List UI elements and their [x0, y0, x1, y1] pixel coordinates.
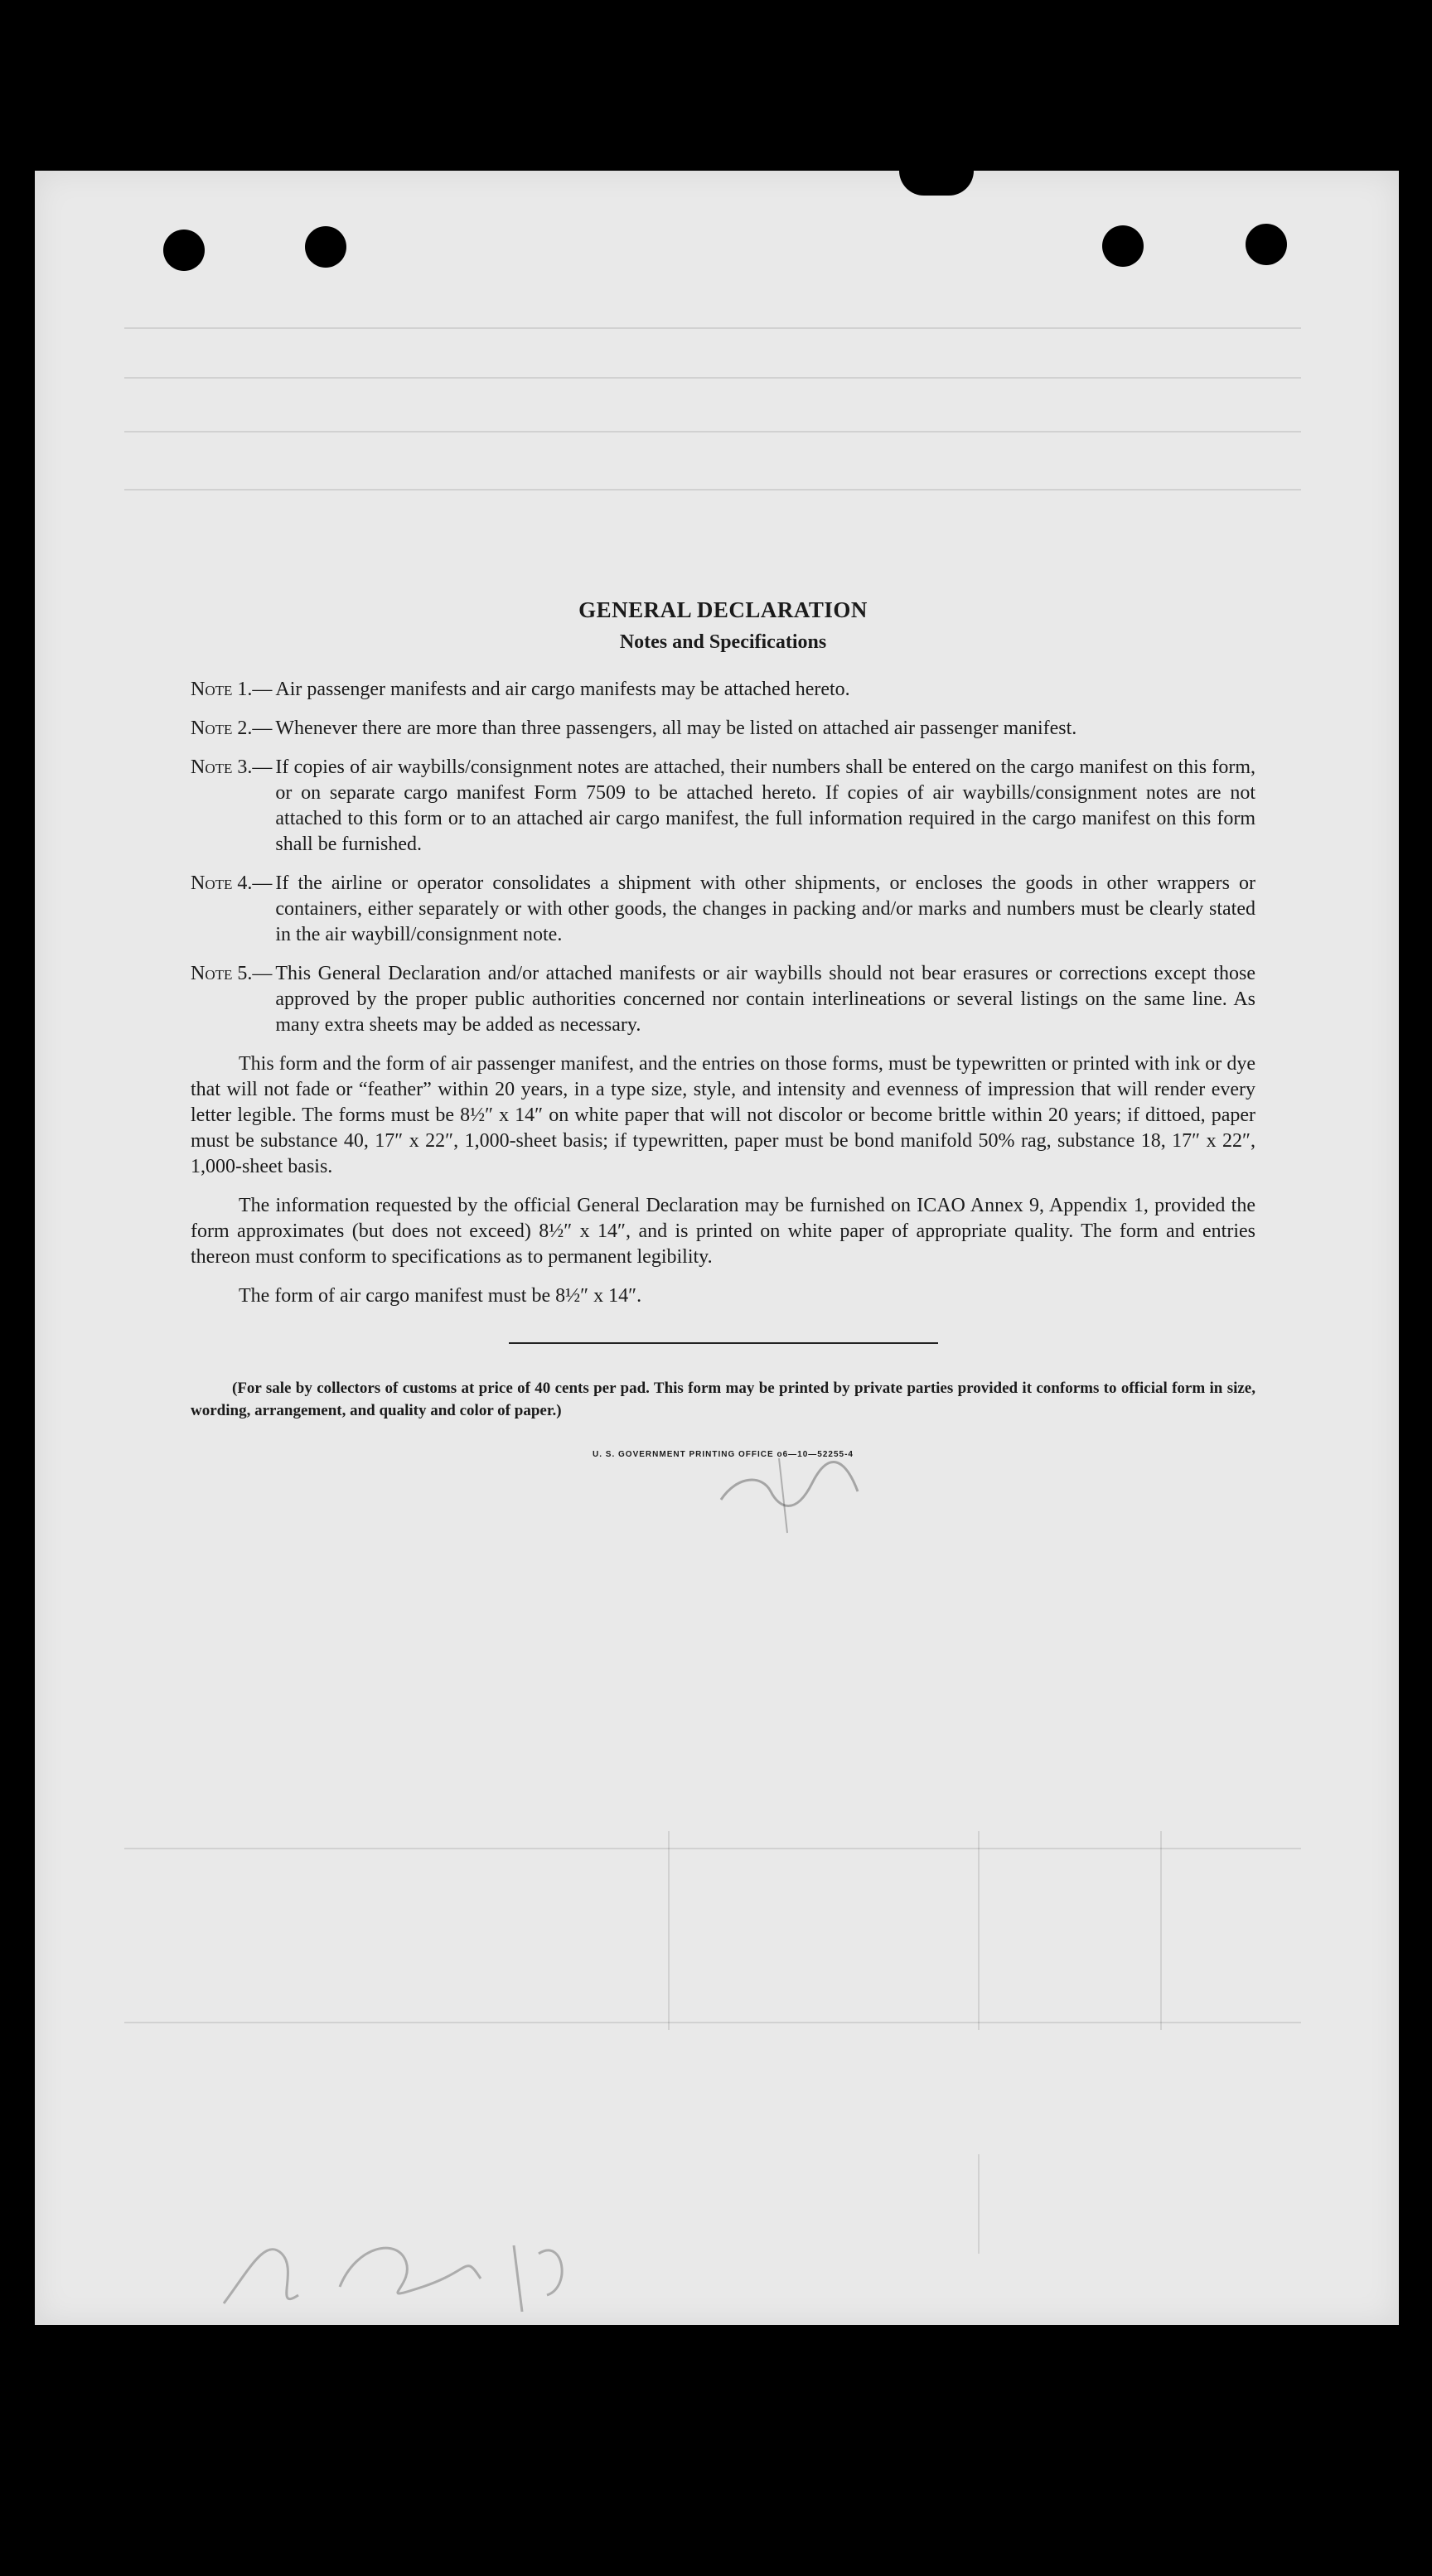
note-2 [191, 716, 1255, 742]
sale-notice: (For sale by collectors of customs at price of 40 cents per pad. This form may be printed by private parties provided it conforms to official form in size, wording, arrangement, and quality and color of paper.) [191, 1380, 1255, 1419]
page-title: GENERAL DECLARATION [578, 597, 868, 622]
paragraph-cargo-manifest-size: The form of air cargo manifest must be 8½″ x 14″. [239, 1285, 642, 1307]
punch-hole-1 [163, 230, 205, 271]
notes-content [191, 592, 1255, 1459]
handwritten-signature [215, 2221, 680, 2320]
page-subtitle: Notes and Specifications [619, 631, 827, 653]
paragraph-typewriting-spec: This form and the form of air passenger manifest, and the entries on those forms, must be typewritten or printed with ink or dye that will not fade or “feather” within 20 years, in a type size, style, and intensity and evenness of impression that will render every letter legible. The forms must be 8½″ x 14″ on white paper that will not discolor or become brittle within 20 years; if dittoed, paper must be substance 40, 17″ x 22″, 1,000-sheet basis; if typewritten, paper must be bond manifold 50% rag, substance 18, 17″ x 22″, 1,000-sheet basis. [191, 1053, 1255, 1177]
divider-rule [509, 1342, 938, 1344]
note-4 [191, 871, 1255, 948]
note-text: If copies of air waybills/consignment notes are attached, their numbers shall be entered on the cargo manifest on this form, or on separate cargo manifest Form 7509 to be attached hereto. If copies of air waybills/consignment notes are not attached to this form or to an attached air cargo manifest, the full information required in the cargo manifest on this form shall be furnished. [275, 756, 1255, 855]
punch-hole-3 [1102, 225, 1144, 267]
note-label: Note 4.— [191, 872, 273, 894]
note-text: Air passenger manifests and air cargo manifests may be attached hereto. [275, 679, 850, 700]
printing-office-line: U. S. GOVERNMENT PRINTING OFFICE o6—10—52255-4 [593, 1450, 854, 1459]
note-5 [191, 961, 1255, 1038]
note-label: Note 2.— [191, 718, 273, 739]
note-1 [191, 677, 1255, 703]
page-notch [899, 162, 974, 196]
note-3 [191, 755, 1255, 858]
note-text: If the airline or operator consolidates a shipment with other shipments, or encloses the goods in other wrappers or containers, either separately or with other goods, the changes in packing and/or marks and numbers must be clearly stated in the air waybill/consignment note. [275, 872, 1255, 945]
note-label: Note 3.— [191, 756, 273, 778]
note-text: Whenever there are more than three passengers, all may be listed on attached air passenger manifest. [275, 718, 1077, 739]
punch-hole-4 [1246, 224, 1287, 265]
note-label: Note 1.— [191, 679, 273, 700]
note-label: Note 5.— [191, 963, 273, 984]
paragraph-icao-annex: The information requested by the official General Declaration may be furnished on ICAO Annex 9, Appendix 1, provided the form approximates (but does not exceed) 8½″ x 14″, and is printed on white paper of appropriate quality. The form and entries thereon must conform to specifications as to permanent legibility. [191, 1195, 1255, 1268]
punch-hole-2 [305, 226, 346, 268]
note-text: This General Declaration and/or attached manifests or air waybills should not bear erasures or corrections except those approved by the proper public authorities concerned nor contain interlineations or several listings on the same line. As many extra sheets may be added as necessary. [275, 963, 1255, 1036]
